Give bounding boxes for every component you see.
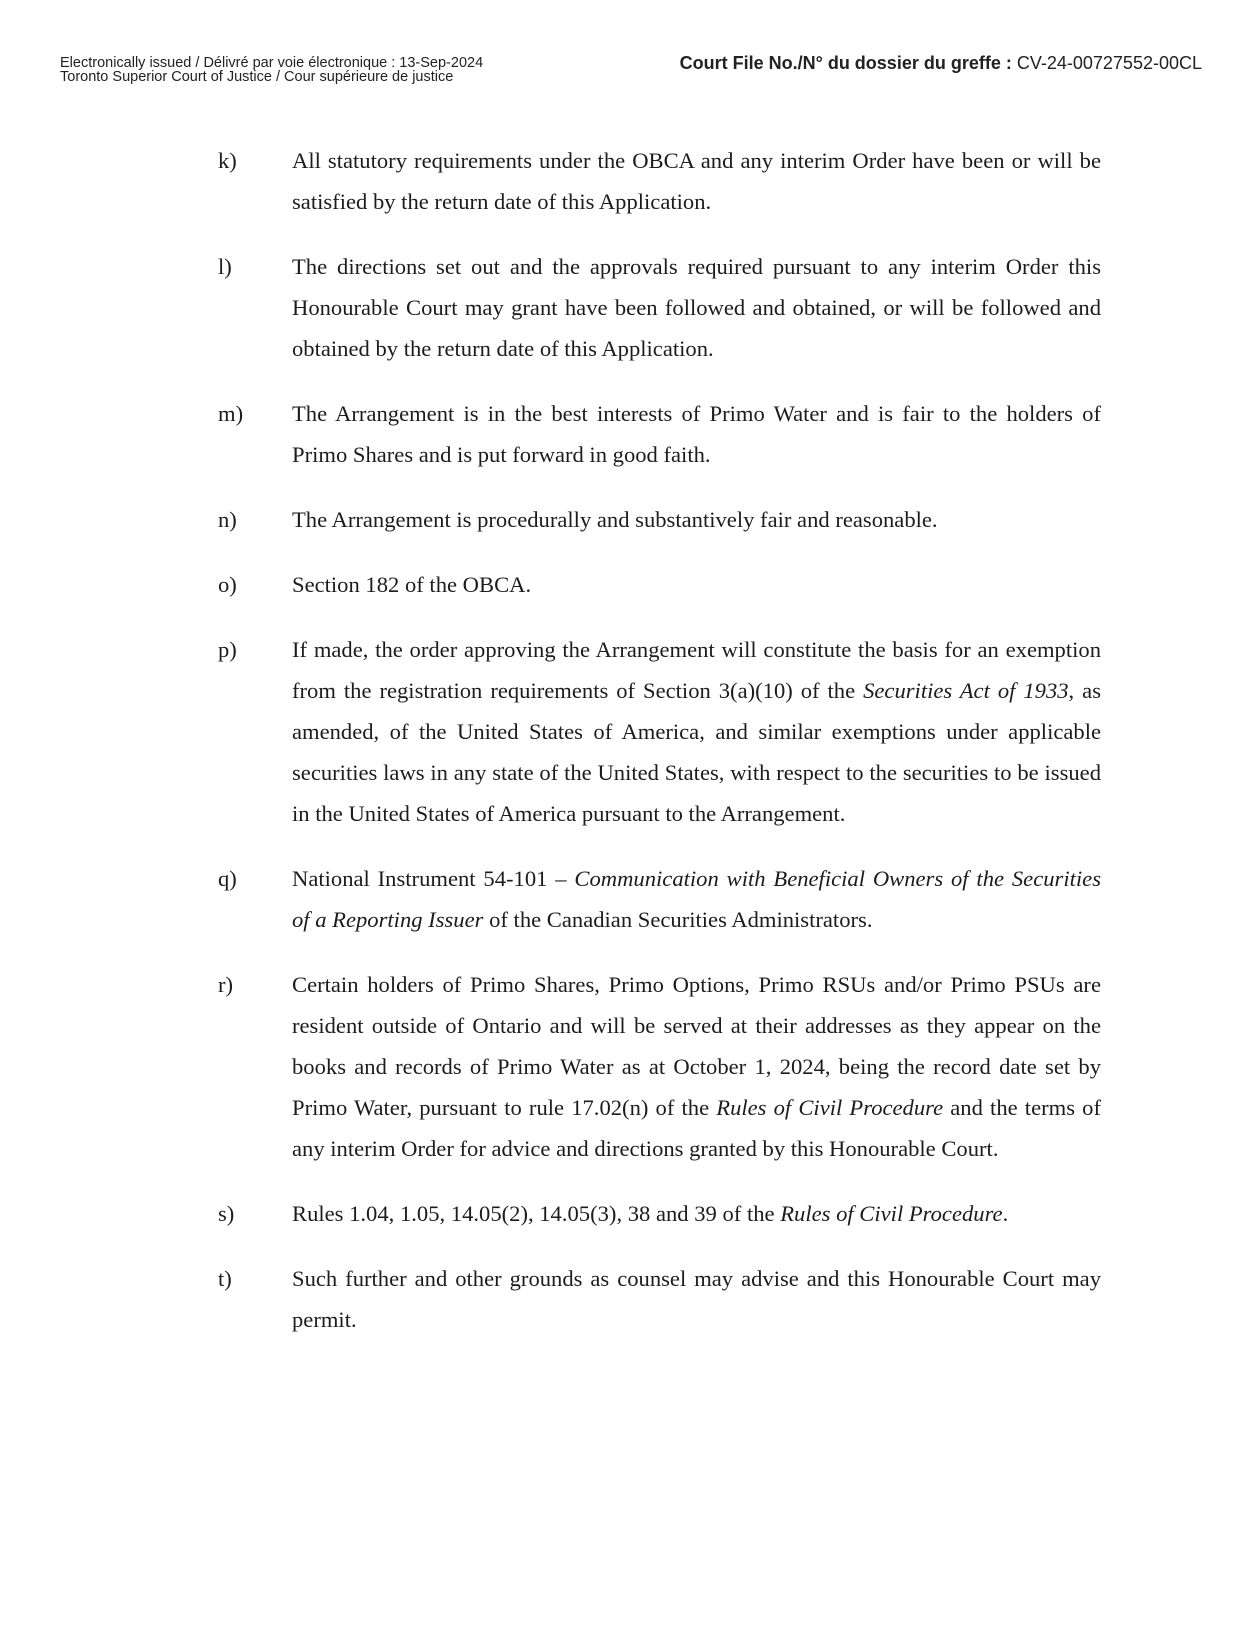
item-text: The Arrangement is procedurally and substantively fair and reasonable. bbox=[292, 507, 938, 532]
list-item-k bbox=[0, 140, 1256, 222]
list-item-q bbox=[0, 858, 1256, 940]
document-body bbox=[0, 140, 1256, 1364]
list-item-s bbox=[0, 1193, 1256, 1234]
list-item-m bbox=[0, 393, 1256, 475]
list-item-p bbox=[0, 629, 1256, 834]
item-label: t) bbox=[218, 1266, 232, 1291]
item-label: o) bbox=[218, 572, 237, 597]
item-label: k) bbox=[218, 148, 237, 173]
item-text bbox=[292, 1193, 1101, 1234]
list-item-n bbox=[0, 499, 1256, 540]
item-label: p) bbox=[218, 637, 237, 662]
list-item-t bbox=[0, 1258, 1256, 1340]
rules-title: Rules of Civil Procedure bbox=[716, 1095, 944, 1120]
item-text bbox=[292, 858, 1101, 940]
text-part: Certain holders of Primo Shares, Primo Options, Primo RSUs and/or Primo PSUs are resident outside of Ontario and will be served at their addresses as they appear on the books and records of Primo Water as at October 1, 2024, being the record date set by Primo Water, pursuant to rule 17.02(n) of the bbox=[292, 972, 1101, 1120]
item-text: Such further and other grounds as counsel may advise and this Honourable Court may permit. bbox=[292, 1266, 1101, 1332]
court-file-value: CV-24-00727552-00CL bbox=[1016, 53, 1202, 73]
text-part: National Instrument 54-101 – bbox=[292, 866, 567, 891]
item-text bbox=[292, 629, 1101, 834]
item-label: s) bbox=[218, 1201, 235, 1226]
list-item-l bbox=[0, 246, 1256, 369]
item-label: l) bbox=[218, 254, 232, 279]
item-label: n) bbox=[218, 507, 237, 532]
electronic-issue-stamp bbox=[60, 56, 483, 84]
text-part: and the terms of any interim Order for advice and directions granted by this Honourable Court. bbox=[292, 1095, 1101, 1161]
item-text: Section 182 of the OBCA. bbox=[292, 572, 532, 597]
court-line: Toronto Superior Court of Justice / Cour supérieure de justice bbox=[60, 69, 454, 85]
court-file-number bbox=[680, 53, 1202, 74]
text-part: , as amended, of the United States of America, and similar exemptions under applicable securities laws in any state of the United States, with respect to the securities to be issued in the United States of America pursuant to the Arrangement. bbox=[292, 678, 1101, 826]
text-part: If made, the order approving the Arrangement will constitute the basis for an exemption from the registration requirements of Section 3(a)(10) of the bbox=[292, 637, 1101, 703]
item-text bbox=[292, 964, 1101, 1169]
item-text: All statutory requirements under the OBCA and any interim Order have been or will be satisfied by the return date of this Application. bbox=[292, 148, 1101, 214]
text-part: Rules 1.04, 1.05, 14.05(2), 14.05(3), 38 and 39 of the bbox=[292, 1201, 775, 1226]
item-text: The Arrangement is in the best interests of Primo Water and is fair to the holders of Primo Shares and is put forward in good faith. bbox=[292, 401, 1101, 467]
item-label: m) bbox=[218, 401, 244, 426]
text-part: . bbox=[1002, 1201, 1009, 1226]
instrument-title: Communication with Beneficial Owners of the Securities of a Reporting Issuer bbox=[292, 866, 1101, 932]
list-item-o bbox=[0, 564, 1256, 605]
rules-title: Rules of Civil Procedure bbox=[780, 1201, 1003, 1226]
issue-line: Electronically issued / Délivré par voie électronique : 13-Sep-2024 bbox=[60, 55, 484, 71]
item-text: The directions set out and the approvals required pursuant to any interim Order this Honourable Court may grant have been followed and obtained, or will be followed and obtained by the return date of this Application. bbox=[292, 254, 1101, 361]
court-file-label: Court File No./N° du dossier du greffe : bbox=[679, 53, 1012, 73]
item-label: r) bbox=[218, 972, 234, 997]
statute-title: Securities Act of 1933 bbox=[863, 678, 1069, 703]
text-part: of the Canadian Securities Administrators. bbox=[489, 907, 873, 932]
list-item-r bbox=[0, 964, 1256, 1169]
item-label: q) bbox=[218, 866, 237, 891]
